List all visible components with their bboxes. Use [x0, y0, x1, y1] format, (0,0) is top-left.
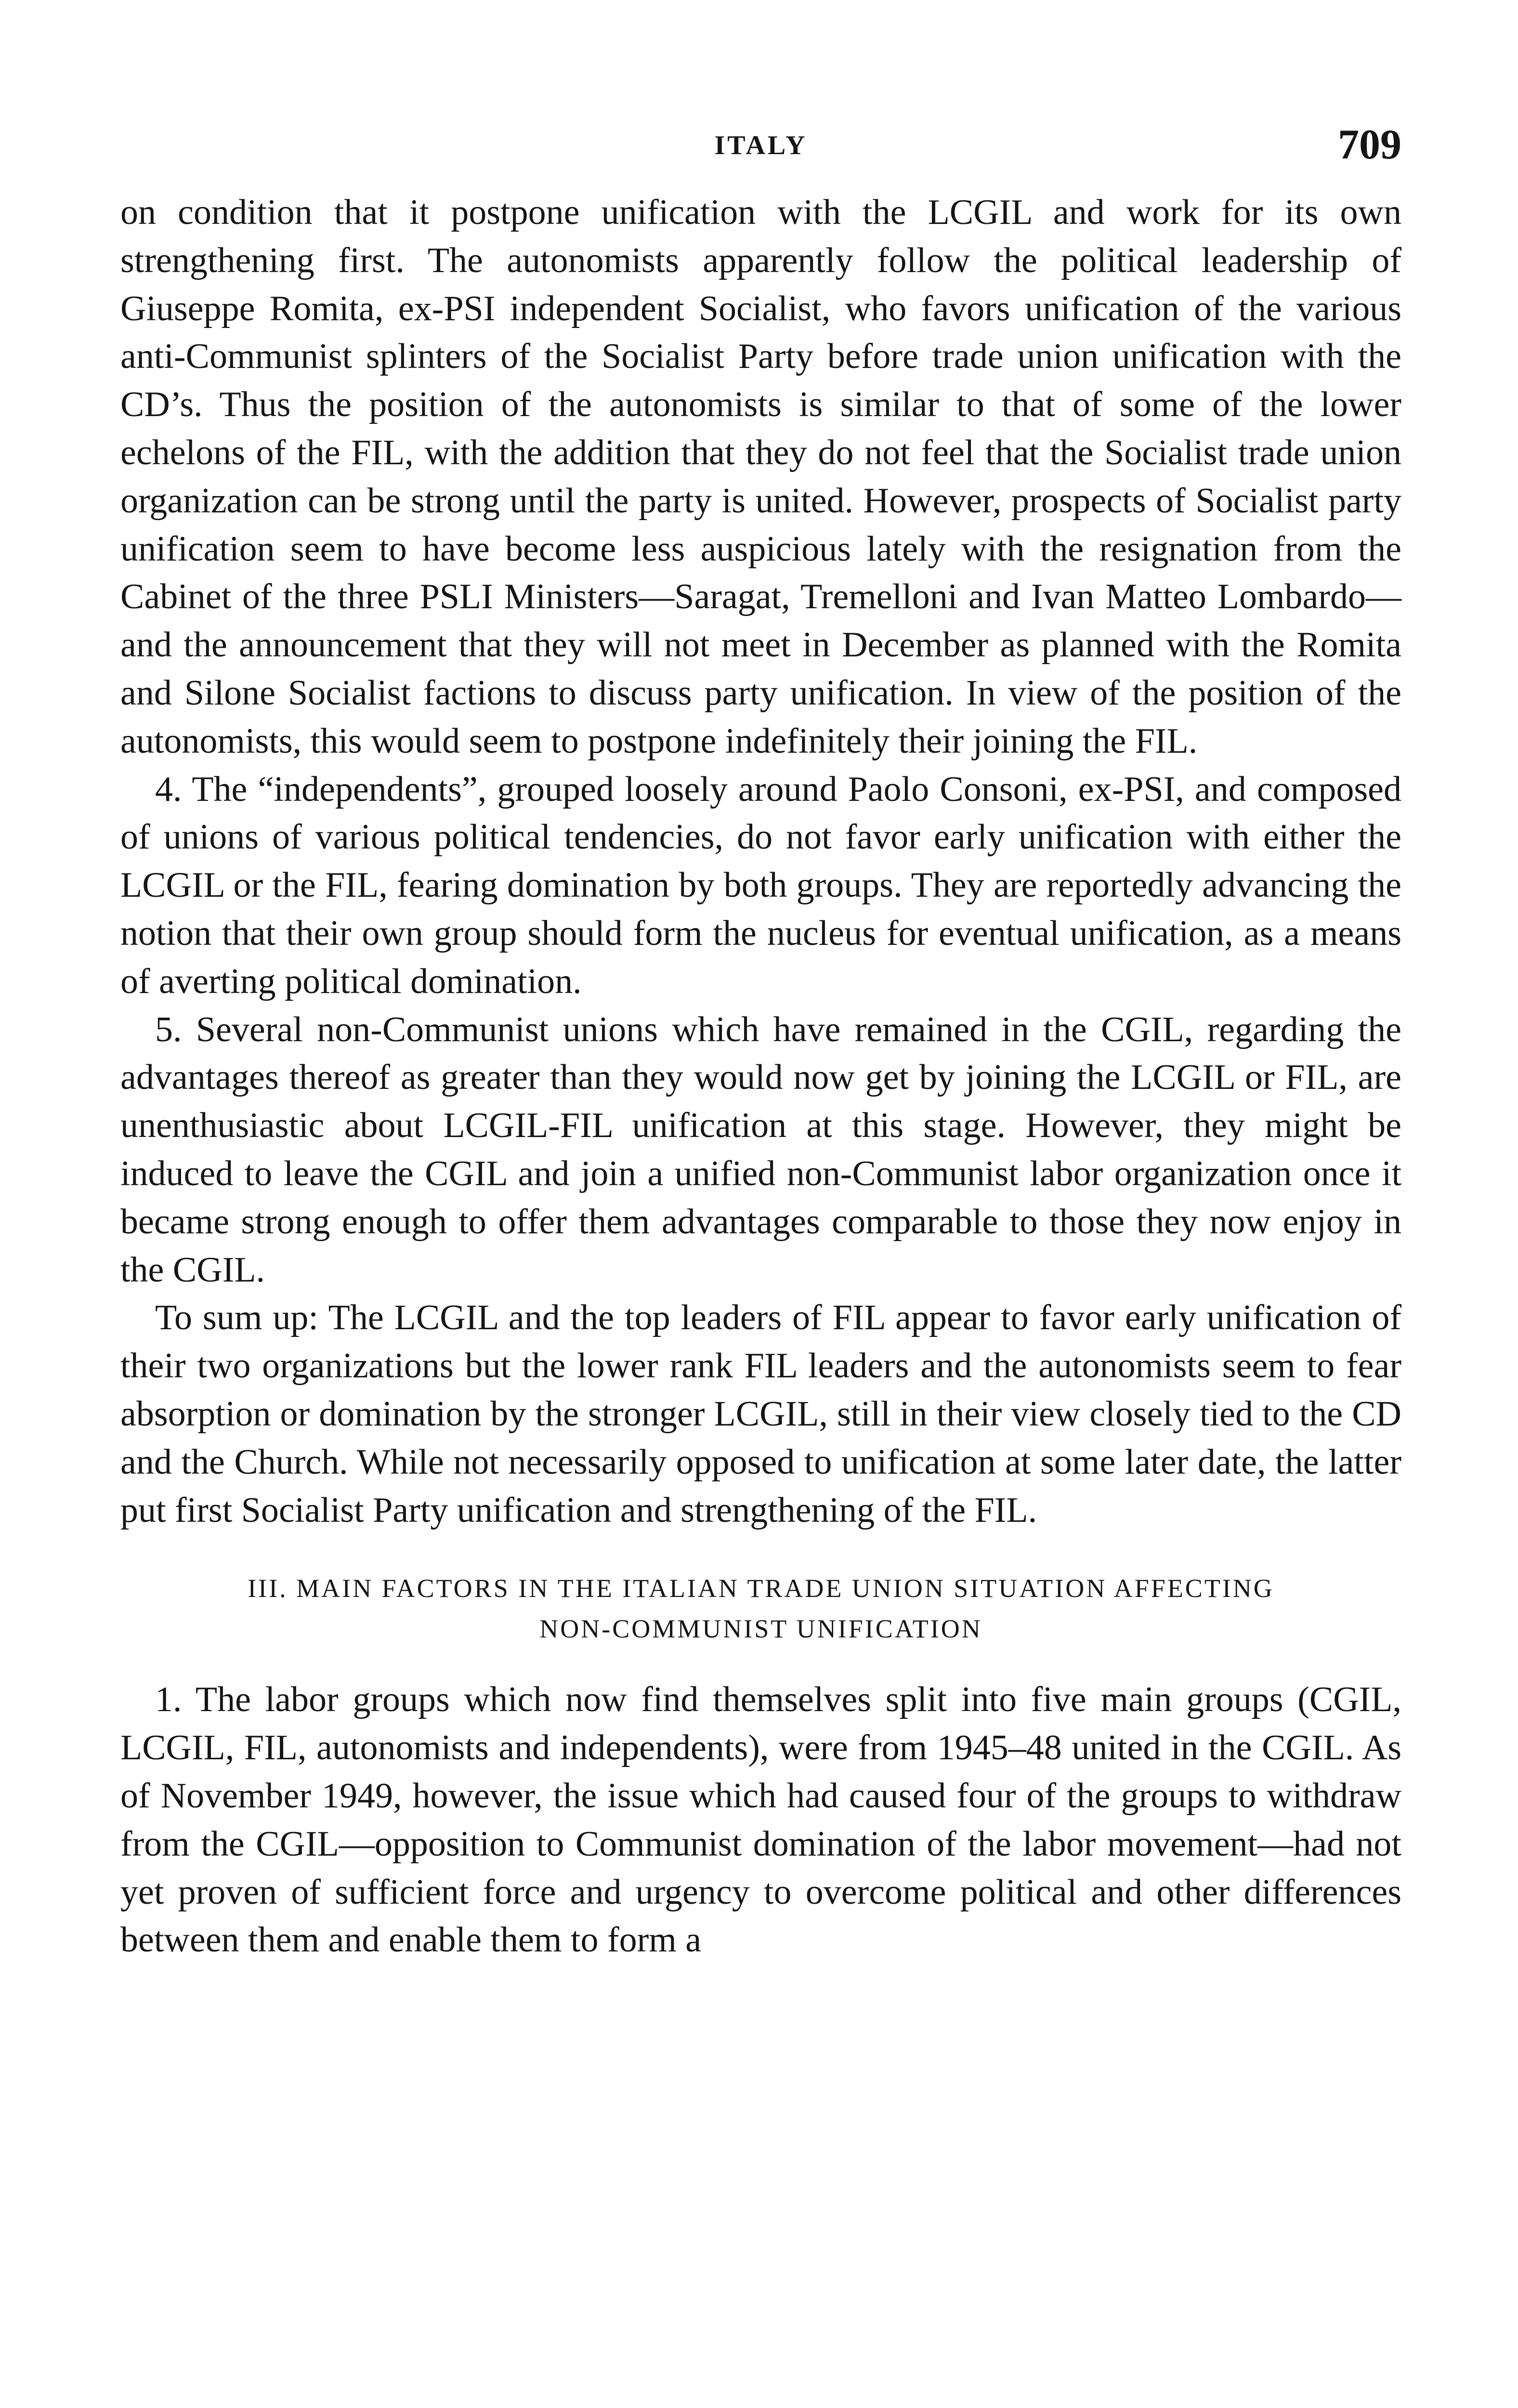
page-number: 709	[1338, 121, 1401, 168]
paragraph-independents: 4. The “independents”, grouped loosely around Paolo Consoni, ex-PSI, and composed of unions of various political tendencies, do not favor early unification with either the LCGIL or the FIL, fearing domination by both groups. They are reportedly advancing the notion that their own group should form the nucleus for eventual unification, as a means of averting political domination.	[120, 769, 1401, 1001]
document-page	[120, 120, 1401, 1964]
paragraph-non-communist-unions: 5. Several non-Communist unions which have remained in the CGIL, regarding the advantages thereof as greater than they would now get by joining the LCGIL or FIL, are unenthusiastic about LCGIL-FIL unification at this stage. However, they might be induced to leave the CGIL and join a unified non-Communist labor organization once it became strong enough to offer them advantages comparable to those they now enjoy in the CGIL.	[120, 1009, 1401, 1290]
paragraph-summary: To sum up: The LCGIL and the top leaders of FIL appear to favor early unification of their two organizations but the lower rank FIL leaders and the autonomists seem to fear absorption or domination by the stronger LCGIL, still in their view closely tied to the CD and the Church. While not necessarily opposed to unification at some later date, the latter put first Socialist Party unification and strengthening of the FIL.	[120, 1298, 1401, 1530]
paragraph-continuation: on condition that it postpone unification with the LCGIL and work for its own strengthening first. The autonomists apparently follow the political leadership of Giuseppe Romita, ex-PSI independent Socialist, who favors unification of the various anti-Communist splinters of the Socialist Party before trade union unification with the CD’s. Thus the position of the autonomists is similar to that of some of the lower echelons of the FIL, with the addition that they do not feel that the Socialist trade union organization can be strong until the party is united. However, prospects of Socialist party unification seem to have become less auspicious lately with the resignation from the Cabinet of the three PSLI Ministers—Saragat, Tremelloni and Ivan Matteo Lombardo—and the announcement that they will not meet in December as planned with the Romita and Silone Socialist factions to discuss party unification. In view of the position of the autonomists, this would seem to postpone indefinitely their joining the FIL.	[120, 193, 1401, 761]
section-heading	[120, 1568, 1401, 1649]
running-title: ITALY	[714, 131, 808, 160]
section-heading-line-2: NON-COMMUNIST UNIFICATION	[539, 1614, 982, 1644]
body-text	[120, 189, 1401, 1964]
section-heading-line-1: III. MAIN FACTORS IN THE ITALIAN TRADE UNION SITUATION AFFECTING	[248, 1574, 1274, 1603]
running-head	[120, 120, 1401, 178]
paragraph-labor-groups: 1. The labor groups which now find themselves split into five main groups (CGIL, LCGIL, FIL, autonomists and independents), were from 1945–48 united in the CGIL. As of November 1949, however, the issue which had caused four of the groups to withdraw from the CGIL—opposition to Communist domination of the labor movement—had not yet proven of sufficient force and urgency to overcome political and other differences between them and enable them to form a	[120, 1680, 1401, 1960]
